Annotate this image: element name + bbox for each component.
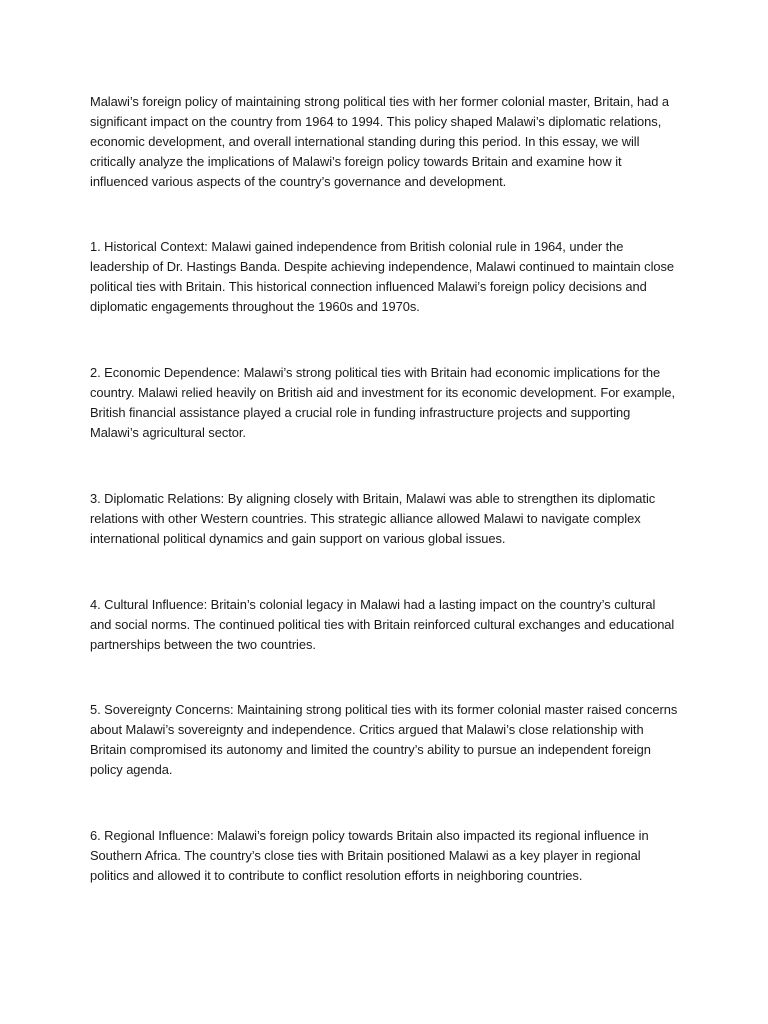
paragraph-cultural-influence: 4. Cultural Influence: Britain’s colonial legacy in Malawi had a lasting impact on the country’s cultural and social norms. The continued political ties with Britain reinforced cultural exchanges and educational partnerships between the two countries.: [90, 597, 675, 652]
paragraph-diplomatic-relations: 3. Diplomatic Relations: By aligning closely with Britain, Malawi was able to strengthen its diplomatic relations with other Western countries. This strategic alliance allowed Malawi to navigate complex international political dynamics and gain support on various global issues.: [90, 491, 656, 546]
intro-paragraph: Malawi’s foreign policy of maintaining strong political ties with her former colonial master, Britain, had a significant impact on the country from 1964 to 1994. This policy shaped Malawi’s diplomatic relations, economic development, and overall international standing during this period. In this essay, we will critically analyze the implications of Malawi’s foreign policy towards Britain and examine how it influenced various aspects of the country’s governance and development.: [90, 94, 670, 189]
paragraph-sovereignty-concerns: 5. Sovereignty Concerns: Maintaining strong political ties with its former colonial master raised concerns about Malawi’s sovereignty and independence. Critics argued that Malawi’s close relationship with Britain compromised its autonomy and limited the country’s ability to pursue an independent foreign policy agenda.: [90, 702, 678, 777]
paragraph-historical-context: 1. Historical Context: Malawi gained independence from British colonial rule in 1964, under the leadership of Dr. Hastings Banda. Despite achieving independence, Malawi continued to maintain close political ties with Britain. This historical connection influenced Malawi’s foreign policy decisions and diplomatic engagements throughout the 1960s and 1970s.: [90, 239, 675, 314]
paragraph-regional-influence: 6. Regional Influence: Malawi’s foreign policy towards Britain also impacted its regional influence in Southern Africa. The country’s close ties with Britain positioned Malawi as a key player in regional politics and allowed it to contribute to conflict resolution efforts in neighboring countries.: [90, 828, 649, 883]
paragraph-economic-dependence: 2. Economic Dependence: Malawi’s strong political ties with Britain had economic implications for the country. Malawi relied heavily on British aid and investment for its economic development. For example, British financial assistance played a crucial role in funding infrastructure projects and supporting Malawi’s agricultural sector.: [90, 365, 675, 440]
